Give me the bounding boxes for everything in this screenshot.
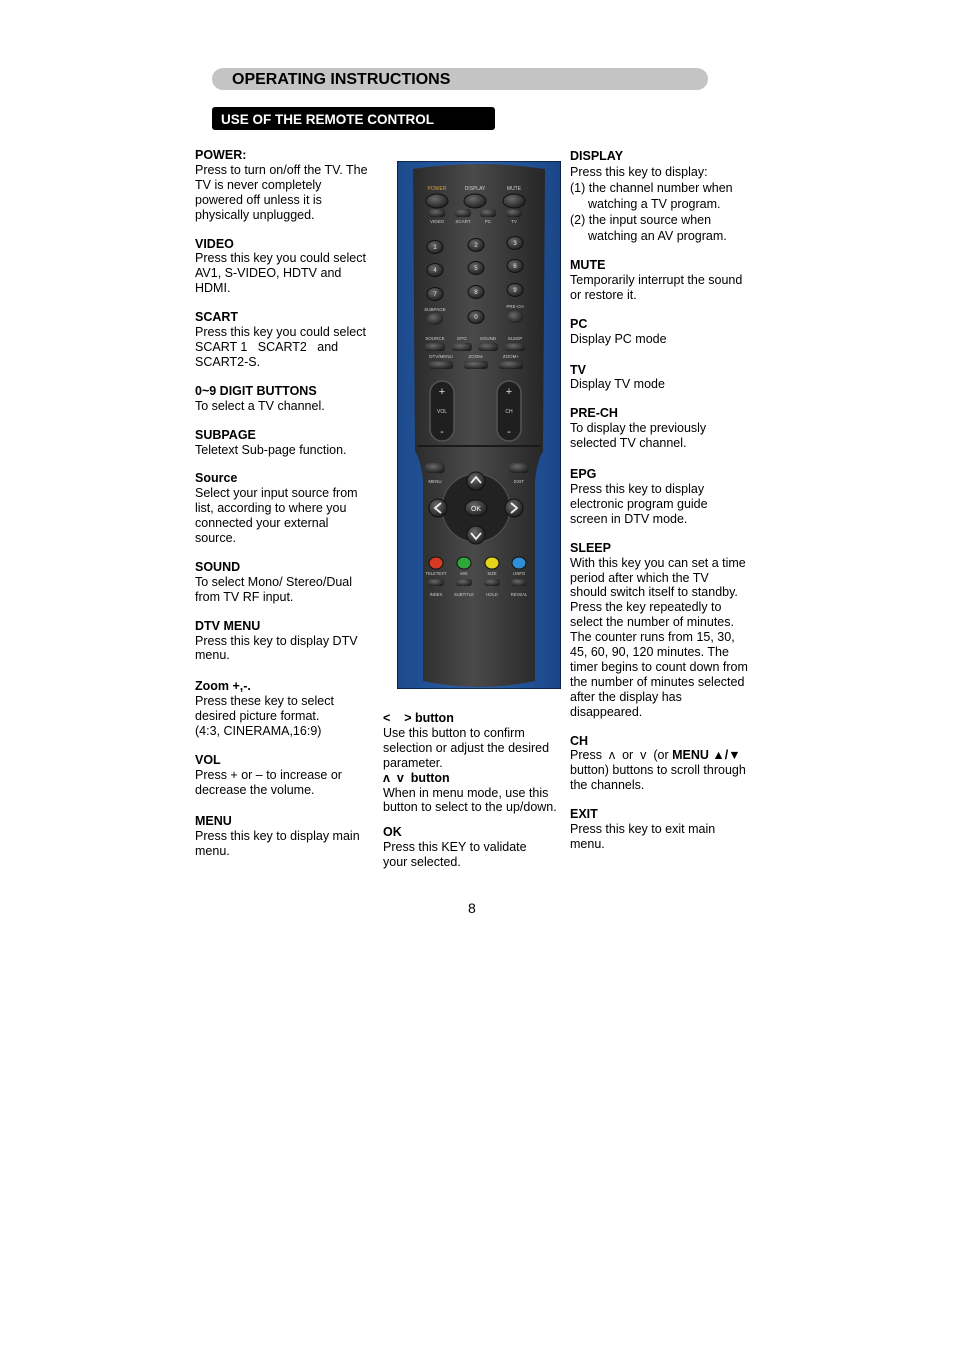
pc-heading: PC (570, 316, 588, 331)
left-block-line: decrease the volume. (195, 782, 315, 797)
left-block-heading: SUBPAGE (195, 427, 256, 442)
remote-ch-label: CH (505, 409, 513, 415)
remote-digit-label: 1 (433, 245, 437, 251)
remote-digit-label: 0 (474, 315, 478, 321)
remote-color-label: MIX (460, 571, 468, 576)
remote-dtv-row-label: ZOOM+ (502, 354, 520, 359)
remote-ch-plus: + (505, 386, 513, 398)
epg-heading: EPG (570, 467, 597, 482)
nav-button-heading: < > button (383, 711, 454, 725)
left-block-line: Teletext Sub-page function. (195, 442, 347, 457)
left-block-line: SCART 1 SCART2 and (195, 339, 339, 354)
left-block-line: source. (195, 531, 236, 546)
left-block-line: (4:3, CINERAMA,16:9) (195, 724, 322, 739)
display-heading: DISPLAY (570, 149, 624, 163)
left-block (195, 471, 380, 546)
left-block-heading: MENU (195, 813, 232, 828)
remote-row2-label: VIDEO (429, 219, 445, 224)
remote-row2-label: PC (484, 219, 492, 224)
left-block-heading: VOL (195, 753, 221, 767)
sleep-heading: SLEEP (570, 540, 611, 555)
left-block-heading: VIDEO (195, 236, 234, 251)
left-block (195, 619, 380, 664)
left-block-line: To select Mono/ Stereo/Dual (195, 574, 353, 589)
remote-menu-button (425, 463, 445, 473)
left-block (195, 753, 380, 798)
remote-digit-label: 7 (433, 292, 437, 298)
left-block-heading: 0~9 DIGIT BUTTONS (195, 383, 317, 398)
mute-block: MUTE Temporarily interrupt the sound or restore it. (570, 258, 760, 303)
remote-digit-label: 9 (513, 288, 517, 294)
remote-dtv-row-button (429, 361, 453, 369)
left-block-heading: DTV MENU (195, 618, 261, 633)
ok-heading: OK (383, 825, 402, 840)
remote-row2-button (480, 209, 496, 217)
left-block (195, 310, 380, 370)
remote-top-button (464, 194, 486, 208)
remote-prech-label: PRE-CH (506, 304, 524, 309)
left-block-line: Press to turn on/off the TV. The (195, 162, 368, 177)
left-block-heading: POWER: (195, 148, 247, 162)
ok-text: Press this KEY to validate your selected. (383, 840, 527, 870)
remote-lower-button (511, 579, 527, 586)
section-title: OPERATING INSTRUCTIONS (232, 71, 451, 88)
remote-row2-label: TV (511, 219, 517, 224)
remote-control-photo (397, 161, 561, 689)
remote-vol-plus: + (438, 386, 446, 398)
remote-color-button (429, 557, 443, 569)
remote-nav-arrow-button (467, 526, 485, 544)
remote-digit-label: 5 (474, 266, 478, 272)
left-block-line: physically unplugged. (195, 207, 315, 222)
updown-button-heading: ʌ v button (383, 770, 450, 785)
remote-ch-minus: - (507, 426, 511, 438)
remote-source-row-label: SOUND (479, 336, 497, 341)
updown-button-text: When in menu mode, use this button to select to the up/down. (383, 785, 557, 815)
epg-block: EPG Press this key to display electronic program guide screen in DTV mode. (570, 467, 760, 527)
prech-block: PRE-CH To display the previously selected TV channel. (570, 406, 760, 451)
exit-heading: EXIT (570, 807, 598, 822)
remote-exit-button (509, 463, 529, 473)
middle-column (383, 711, 568, 870)
remote-lower-button (484, 579, 500, 586)
left-block-line: menu. (195, 648, 230, 663)
left-block (195, 148, 380, 223)
left-block (195, 679, 380, 739)
left-block-line: Press this key you could select (195, 325, 366, 340)
left-block-heading: SOUND (195, 559, 241, 574)
left-block-line: desired picture format. (195, 709, 320, 724)
display-block: DISPLAY Press this key to display: (1) the channel number when watching a TV program. (2) the input source when watching an AV program. (570, 148, 760, 244)
left-block (195, 814, 380, 859)
tv-block: TV Display TV mode (570, 363, 760, 393)
left-block-line: AV1, S-VIDEO, HDTV and (195, 266, 342, 281)
remote-color-button (512, 557, 526, 569)
remote-nav-arrow-button (467, 472, 485, 490)
remote-menu-label: MENU (428, 479, 442, 484)
left-block-heading: Zoom +,-. (195, 679, 251, 694)
remote-dtv-row-button (464, 361, 488, 369)
remote-source-row-button (425, 343, 445, 351)
remote-top-button (426, 194, 448, 208)
remote-nav-arrow-button (505, 499, 523, 517)
remote-vol-minus: - (440, 426, 444, 438)
remote-row2-label: SCART (455, 219, 471, 224)
remote-row2-button (429, 209, 445, 217)
remote-source-row-button (505, 343, 525, 351)
section-header-bar (212, 68, 708, 90)
left-block-line: connected your external (195, 516, 329, 531)
remote-source-row-label: SOURCE (425, 336, 445, 341)
remote-bottom-label: REVEAL (510, 592, 528, 597)
left-block-line: Press this key to display DTV (195, 633, 358, 648)
remote-top-button (503, 194, 525, 208)
remote-bottom-label: HOLD (486, 592, 498, 597)
remote-bottom-label: SUBTITLE (453, 592, 475, 597)
remote-digit-label: 4 (433, 268, 437, 274)
left-block-line: powered off unless it is (195, 192, 322, 207)
tv-heading: TV (570, 362, 586, 377)
right-column (570, 148, 760, 866)
exit-block: EXIT Press this key to exit main menu. (570, 807, 760, 852)
left-block-line: HDMI. (195, 281, 231, 296)
remote-digit-label: 2 (474, 243, 478, 249)
remote-color-button (457, 557, 471, 569)
left-block-line: Select your input source from (195, 486, 358, 501)
remote-color-button (485, 557, 499, 569)
sleep-block: SLEEP With this key you can set a time period after which the TV should switch itself to standby. Press the key repeatedly to select the number of minutes. The counter runs from 15, 30, 45, 60, 90, 120 minutes. The timer begins to count down from the number of minutes selected after the display has disappeared. (570, 541, 760, 720)
remote-exit-label: EXIT (513, 479, 525, 484)
subsection-title: USE OF THE REMOTE CONTROL (221, 112, 435, 127)
nav-button-text: Use this button to confirm selection or adjust the desired parameter. (383, 725, 550, 770)
remote-digit-label: 3 (513, 241, 517, 247)
left-block-line: Press this key you could select (195, 251, 366, 266)
pc-block: PC Display PC mode (570, 317, 760, 347)
remote-lower-button (456, 579, 472, 586)
remote-vol-label: VOL (436, 409, 448, 415)
remote-row2-button (455, 209, 471, 217)
left-block-line: SCART2-S. (195, 354, 261, 369)
remote-prech-button (507, 311, 523, 323)
remote-lower-button (428, 579, 444, 586)
left-block (195, 237, 380, 297)
subsection-header-bar (212, 107, 495, 130)
left-block-line: list, according to where you (195, 501, 347, 516)
remote-source-row-label: EPG (457, 336, 467, 341)
left-block-line: TV is never completely (195, 177, 322, 192)
left-block (195, 560, 380, 605)
remote-row2-button (506, 209, 522, 217)
left-block-line: Press + or – to increase or (195, 767, 342, 782)
left-block-line: menu. (195, 843, 230, 858)
left-block (195, 428, 380, 458)
remote-dtv-row-label: DTV/MENU (429, 354, 453, 359)
remote-nav-arrow-button (429, 499, 447, 517)
remote-subpage-label: SUBPAGE (424, 307, 446, 312)
remote-digit-label: 6 (513, 264, 517, 270)
ch-heading: CH (570, 733, 589, 748)
left-block-line: Press these key to select (195, 694, 334, 709)
ch-block: CH Press ʌ or v (or MENU ▲/▼ button) buttons to scroll through the channels. (570, 734, 760, 794)
remote-source-row-button (478, 343, 498, 351)
page-number: 8 (468, 900, 476, 916)
remote-color-label: TELETEXT (425, 571, 447, 576)
remote-subpage-button (427, 313, 443, 325)
remote-color-label: I.INFO (512, 571, 526, 576)
remote-dtv-row-button (499, 361, 523, 369)
left-block-line: from TV RF input. (195, 589, 294, 604)
left-column (195, 148, 380, 872)
remote-source-row-label: SLEEP (507, 336, 523, 341)
remote-bottom-label: INDEX (429, 592, 443, 597)
left-block-heading: Source (195, 471, 238, 486)
left-block-line: Press this key to display main (195, 828, 360, 843)
remote-top-label: MUTE (506, 186, 522, 192)
remote-top-label: DISPLAY (464, 186, 486, 192)
remote-top-label: POWER (427, 186, 447, 192)
prech-heading: PRE-CH (570, 406, 618, 421)
remote-color-label: SIZE (487, 571, 497, 576)
remote-ok-label: OK (470, 506, 482, 513)
mute-heading: MUTE (570, 258, 606, 272)
left-block (195, 384, 380, 414)
remote-digit-label: 8 (474, 290, 478, 296)
left-block-line: To select a TV channel. (195, 398, 325, 413)
remote-source-row-button (452, 343, 472, 351)
remote-dtv-row-label: ZOOM- (468, 354, 484, 359)
left-block-heading: SCART (195, 310, 239, 325)
